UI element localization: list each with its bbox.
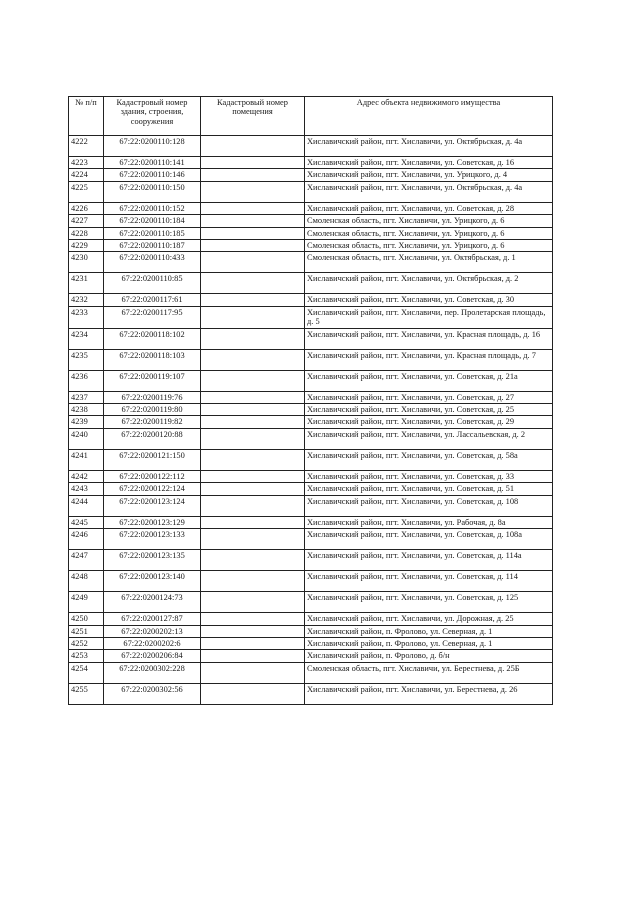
cell-number: 4230 <box>69 252 104 273</box>
cell-address: Хиславичский район, пгт. Хиславичи, ул. Советская, д. 30 <box>305 294 553 306</box>
cell-number: 4239 <box>69 416 104 428</box>
cell-number: 4253 <box>69 650 104 662</box>
cell-cadastral-building: 67:22:0200120:88 <box>104 428 201 449</box>
cell-cadastral-building: 67:22:0200121:150 <box>104 449 201 470</box>
table-row <box>69 637 553 649</box>
cell-number: 4243 <box>69 483 104 495</box>
cell-cadastral-building: 67:22:0200124:73 <box>104 592 201 613</box>
table-row <box>69 306 553 328</box>
cell-cadastral-building: 67:22:0200302:228 <box>104 662 201 683</box>
cell-cadastral-room <box>201 650 305 662</box>
cell-address: Хиславичский район, пгт. Хиславичи, ул. Лассальевская, д. 2 <box>305 428 553 449</box>
table-header <box>69 97 553 136</box>
cell-address: Хиславичский район, пгт. Хиславичи, ул. Советская, д. 21а <box>305 370 553 391</box>
table-row <box>69 592 553 613</box>
cell-number: 4255 <box>69 683 104 704</box>
header-num: № п/п <box>69 97 104 136</box>
cell-address: Хиславичский район, пгт. Хиславичи, ул. Советская, д. 114 <box>305 571 553 592</box>
cell-cadastral-building: 67:22:0200110:128 <box>104 136 201 157</box>
cell-address: Хиславичский район, пгт. Хиславичи, ул. Советская, д. 114а <box>305 550 553 571</box>
cell-address: Хиславичский район, пгт. Хиславичи, ул. Советская, д. 16 <box>305 157 553 169</box>
cell-cadastral-room <box>201 483 305 495</box>
cell-number: 4236 <box>69 370 104 391</box>
cell-cadastral-room <box>201 294 305 306</box>
cell-cadastral-room <box>201 349 305 370</box>
table-row <box>69 294 553 306</box>
cell-cadastral-building: 67:22:0200118:102 <box>104 328 201 349</box>
cell-number: 4227 <box>69 215 104 227</box>
cell-number: 4235 <box>69 349 104 370</box>
cell-cadastral-room <box>201 571 305 592</box>
table-row <box>69 202 553 214</box>
cell-number: 4234 <box>69 328 104 349</box>
table-row <box>69 227 553 239</box>
cell-number: 4238 <box>69 404 104 416</box>
cell-cadastral-building: 67:22:0200110:187 <box>104 240 201 252</box>
cell-address: Хиславичский район, пгт. Хиславичи, ул. Октябрьская, д. 4а <box>305 181 553 202</box>
cell-number: 4241 <box>69 449 104 470</box>
cell-cadastral-building: 67:22:0200110:184 <box>104 215 201 227</box>
cell-cadastral-building: 67:22:0200123:124 <box>104 495 201 516</box>
cell-cadastral-room <box>201 516 305 528</box>
cell-cadastral-room <box>201 428 305 449</box>
cell-number: 4242 <box>69 470 104 482</box>
cell-cadastral-building: 67:22:0200123:129 <box>104 516 201 528</box>
cell-cadastral-room <box>201 495 305 516</box>
cell-cadastral-room <box>201 273 305 294</box>
cell-cadastral-building: 67:22:0200123:140 <box>104 571 201 592</box>
cell-cadastral-room <box>201 328 305 349</box>
cell-cadastral-building: 67:22:0200110:185 <box>104 227 201 239</box>
cell-address: Хиславичский район, пгт. Хиславичи, ул. Советская, д. 27 <box>305 391 553 403</box>
table-row <box>69 613 553 625</box>
table-row <box>69 349 553 370</box>
table-row <box>69 240 553 252</box>
cell-cadastral-room <box>201 683 305 704</box>
cell-cadastral-room <box>201 470 305 482</box>
cell-address: Хиславичский район, пгт. Хиславичи, ул. Советская, д. 29 <box>305 416 553 428</box>
cell-number: 4223 <box>69 157 104 169</box>
cell-cadastral-room <box>201 136 305 157</box>
cell-cadastral-building: 67:22:0200117:61 <box>104 294 201 306</box>
header-cadastral-building: Кадастровый номер здания, строения, сооружения <box>104 97 201 136</box>
cell-number: 4226 <box>69 202 104 214</box>
cell-address: Хиславичский район, пгт. Хиславичи, ул. Советская, д. 58а <box>305 449 553 470</box>
cell-cadastral-building: 67:22:0200122:112 <box>104 470 201 482</box>
cell-cadastral-building: 67:22:0200110:141 <box>104 157 201 169</box>
cell-number: 4249 <box>69 592 104 613</box>
cell-address: Хиславичский район, пгт. Хиславичи, ул. Советская, д. 108а <box>305 529 553 550</box>
cell-address: Хиславичский район, пгт. Хиславичи, пер. Пролетарская площадь, д. 5 <box>305 306 553 328</box>
cell-cadastral-building: 67:22:0200119:82 <box>104 416 201 428</box>
cell-cadastral-room <box>201 240 305 252</box>
table-row <box>69 391 553 403</box>
cell-number: 4252 <box>69 637 104 649</box>
cell-cadastral-room <box>201 181 305 202</box>
cell-cadastral-room <box>201 306 305 328</box>
table-row <box>69 136 553 157</box>
table-row <box>69 470 553 482</box>
cell-cadastral-room <box>201 370 305 391</box>
cell-address: Хиславичский район, пгт. Хиславичи, ул. Советская, д. 28 <box>305 202 553 214</box>
cell-number: 4231 <box>69 273 104 294</box>
table-row <box>69 157 553 169</box>
cell-cadastral-room <box>201 662 305 683</box>
table-row <box>69 181 553 202</box>
header-cadastral-room: Кадастровый номер помещения <box>201 97 305 136</box>
header-address: Адрес объекта недвижимого имущества <box>305 97 553 136</box>
cell-cadastral-room <box>201 202 305 214</box>
table-row <box>69 428 553 449</box>
cell-address: Хиславичский район, пгт. Хиславичи, ул. Октябрьская, д. 4а <box>305 136 553 157</box>
header-row <box>69 97 553 136</box>
cell-number: 4225 <box>69 181 104 202</box>
cell-address: Хиславичский район, пгт. Хиславичи, ул. Берестнева, д. 26 <box>305 683 553 704</box>
cell-cadastral-room <box>201 215 305 227</box>
cell-address: Хиславичский район, пгт. Хиславичи, ул. Октябрьская, д. 2 <box>305 273 553 294</box>
cell-number: 4240 <box>69 428 104 449</box>
cell-number: 4251 <box>69 625 104 637</box>
table-row <box>69 529 553 550</box>
table-row <box>69 370 553 391</box>
cell-cadastral-building: 67:22:0200119:80 <box>104 404 201 416</box>
cell-cadastral-building: 67:22:0200123:135 <box>104 550 201 571</box>
cell-number: 4224 <box>69 169 104 181</box>
cell-cadastral-building: 67:22:0200119:107 <box>104 370 201 391</box>
cell-cadastral-room <box>201 637 305 649</box>
cell-address: Смоленская область, пгт. Хиславичи, ул. Берестнева, д. 25Б <box>305 662 553 683</box>
cell-cadastral-building: 67:22:0200206:84 <box>104 650 201 662</box>
cell-number: 4247 <box>69 550 104 571</box>
cell-cadastral-room <box>201 416 305 428</box>
cell-address: Смоленская область, пгт. Хиславичи, ул. Урицкого, д. 6 <box>305 240 553 252</box>
cell-number: 4246 <box>69 529 104 550</box>
table-row <box>69 495 553 516</box>
cell-number: 4229 <box>69 240 104 252</box>
cell-number: 4250 <box>69 613 104 625</box>
cell-number: 4237 <box>69 391 104 403</box>
cell-address: Хиславичский район, пгт. Хиславичи, ул. Советская, д. 108 <box>305 495 553 516</box>
table-row <box>69 215 553 227</box>
table-row <box>69 273 553 294</box>
cell-cadastral-building: 67:22:0200127:87 <box>104 613 201 625</box>
table-row <box>69 449 553 470</box>
cell-number: 4254 <box>69 662 104 683</box>
cell-cadastral-building: 67:22:0200110:85 <box>104 273 201 294</box>
cell-address: Хиславичский район, пгт. Хиславичи, ул. Советская, д. 25 <box>305 404 553 416</box>
cell-cadastral-building: 67:22:0200302:56 <box>104 683 201 704</box>
cell-cadastral-room <box>201 227 305 239</box>
cell-address: Смоленская область, пгт. Хиславичи, ул. Урицкого, д. 6 <box>305 227 553 239</box>
cell-address: Хиславичский район, пгт. Хиславичи, ул. Советская, д. 125 <box>305 592 553 613</box>
cell-address: Хиславичский район, пгт. Хиславичи, ул. Рабочая, д. 8а <box>305 516 553 528</box>
table-row <box>69 328 553 349</box>
cell-address: Хиславичский район, пгт. Хиславичи, ул. Советская, д. 33 <box>305 470 553 482</box>
cell-cadastral-room <box>201 449 305 470</box>
cell-address: Хиславичский район, пгт. Хиславичи, ул. Дорожная, д. 25 <box>305 613 553 625</box>
cell-cadastral-room <box>201 550 305 571</box>
cell-address: Хиславичский район, п. Фролово, ул. Северная, д. 1 <box>305 637 553 649</box>
cell-cadastral-building: 67:22:0200110:152 <box>104 202 201 214</box>
cell-address: Смоленская область, пгт. Хиславичи, ул. Октябрьская, д. 1 <box>305 252 553 273</box>
cell-cadastral-room <box>201 252 305 273</box>
cell-cadastral-building: 67:22:0200110:150 <box>104 181 201 202</box>
table-row <box>69 404 553 416</box>
cell-cadastral-building: 67:22:0200117:95 <box>104 306 201 328</box>
cell-address: Хиславичский район, пгт. Хиславичи, ул. Урицкого, д. 4 <box>305 169 553 181</box>
table-row <box>69 483 553 495</box>
cell-cadastral-room <box>201 169 305 181</box>
cell-number: 4245 <box>69 516 104 528</box>
cell-cadastral-building: 67:22:0200110:433 <box>104 252 201 273</box>
cell-cadastral-building: 67:22:0200202:6 <box>104 637 201 649</box>
cell-cadastral-room <box>201 529 305 550</box>
cell-cadastral-building: 67:22:0200202:13 <box>104 625 201 637</box>
cell-address: Хиславичский район, пгт. Хиславичи, ул. Красная площадь, д. 16 <box>305 328 553 349</box>
table-row <box>69 625 553 637</box>
cell-cadastral-room <box>201 404 305 416</box>
cell-cadastral-building: 67:22:0200110:146 <box>104 169 201 181</box>
cell-cadastral-room <box>201 592 305 613</box>
cell-cadastral-building: 67:22:0200122:124 <box>104 483 201 495</box>
table-row <box>69 571 553 592</box>
cell-number: 4228 <box>69 227 104 239</box>
table-row <box>69 169 553 181</box>
cell-cadastral-room <box>201 157 305 169</box>
cell-address: Хиславичский район, пгт. Хиславичи, ул. Красная площадь, д. 7 <box>305 349 553 370</box>
cell-address: Хиславичский район, п. Фролово, д. б/н <box>305 650 553 662</box>
table-row <box>69 550 553 571</box>
cell-number: 4233 <box>69 306 104 328</box>
table-row <box>69 516 553 528</box>
cell-cadastral-room <box>201 391 305 403</box>
cell-cadastral-room <box>201 625 305 637</box>
cell-cadastral-room <box>201 613 305 625</box>
table-row <box>69 252 553 273</box>
cell-number: 4248 <box>69 571 104 592</box>
cell-address: Хиславичский район, п. Фролово, ул. Северная, д. 1 <box>305 625 553 637</box>
cell-number: 4232 <box>69 294 104 306</box>
table-body <box>69 136 553 705</box>
cell-number: 4244 <box>69 495 104 516</box>
cell-number: 4222 <box>69 136 104 157</box>
table-row <box>69 683 553 704</box>
cell-address: Хиславичский район, пгт. Хиславичи, ул. Советская, д. 51 <box>305 483 553 495</box>
cell-cadastral-building: 67:22:0200118:103 <box>104 349 201 370</box>
table-row <box>69 662 553 683</box>
table-row <box>69 650 553 662</box>
cell-cadastral-building: 67:22:0200119:76 <box>104 391 201 403</box>
table-row <box>69 416 553 428</box>
cell-address: Смоленская область, пгт. Хиславичи, ул. Урицкого, д. 6 <box>305 215 553 227</box>
property-table <box>68 96 553 705</box>
cell-cadastral-building: 67:22:0200123:133 <box>104 529 201 550</box>
